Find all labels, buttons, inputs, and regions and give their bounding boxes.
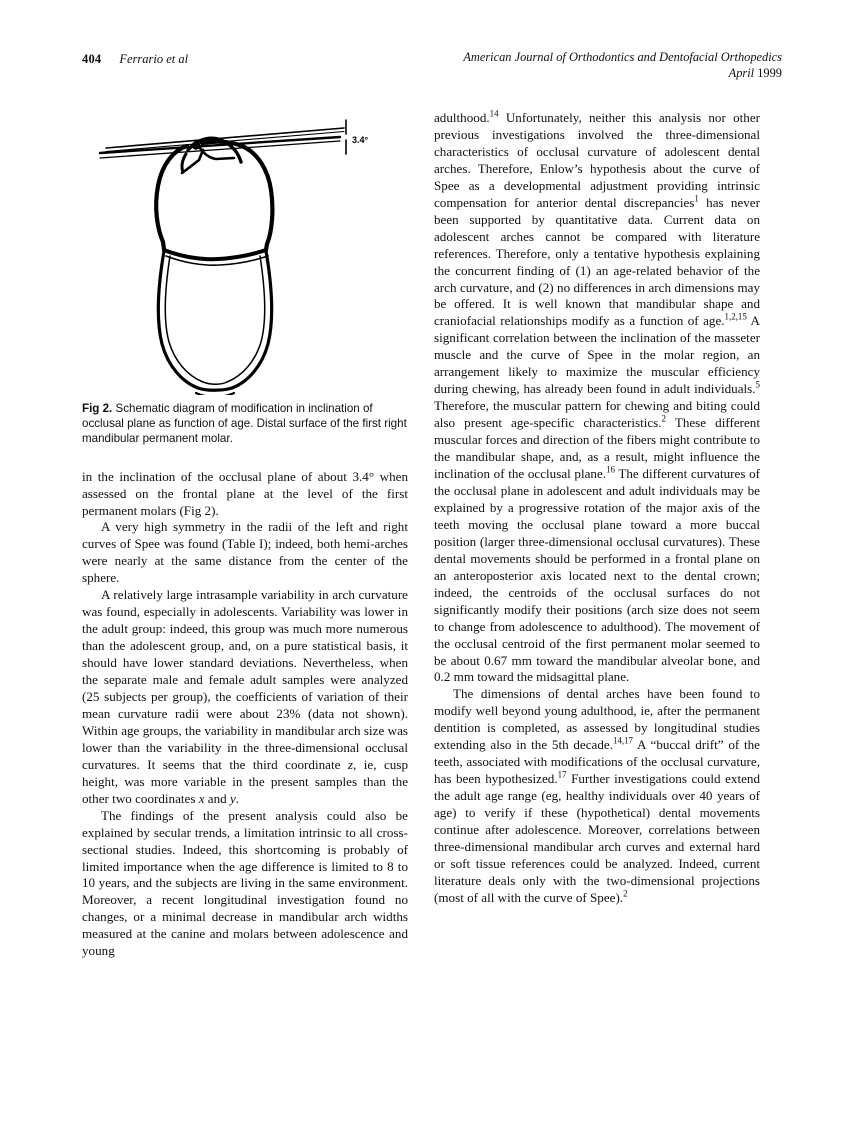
text-run: . [235, 790, 240, 806]
footnote-reference: 16 [606, 464, 615, 475]
issue-year: 1999 [757, 65, 782, 80]
text-run: and [204, 790, 230, 806]
text-run: Further investigations could extend the adult age range (eg, healthy individuals over 40 years of age) to verify if these (hypothetical) dental movements continue after adolescence. Moreover, correlations between three-dimensional mandibular arch curves and external hard or soft tissue references could be analyzed. Indeed, current literature deals only with the two-dimensional projections (most of all with the curve of Spee). [434, 771, 760, 905]
figure-2 [82, 110, 408, 469]
running-head [82, 50, 782, 90]
text-run: adulthood. [434, 110, 490, 125]
text-run: The findings of the present analysis could also be explained by secular trends, a limitation intrinsic to all cross-sectional studies. Indeed, this shortcoming is probably of limited importance when the age difference is limited to 8 to 10 years, and the subjects are living in the same environment. Moreover, a recent longitudinal investigation found no changes, or a minimal decrease in mandibular arch widths measured at the canine and molars between adolescence and young [82, 807, 408, 959]
figure-2-label: Fig 2. [82, 402, 113, 415]
paragraph [434, 686, 760, 906]
figure-2-artwork [82, 110, 408, 395]
footnote-reference: 14 [489, 108, 499, 119]
text-run: A very high symmetry in the radii of the left and right curves of Spee was found (Table I); indeed, both hemi-arches were nearly at the same distance from the center of the sphere. [82, 519, 408, 586]
left-column-body [82, 469, 408, 961]
footnote-reference: 17 [557, 769, 567, 780]
issue-date [463, 66, 782, 82]
page-number: 404 [82, 52, 102, 66]
text-run: A “buccal drift” of the teeth, associated with modifications of the occlusal curvature, has been hypothesized. [434, 737, 760, 787]
angle-annotation: 3.4° [352, 135, 369, 145]
paragraph [82, 587, 408, 807]
text-run: A significant correlation between the inclination of the masseter muscle and the curve of Spee in the molar region, an arrangement likely to maximize the muscular efficiency during chewing, has already been found in adult individuals. [434, 313, 760, 397]
journal-title: American Journal of Orthodontics and Dentofacial Orthopedics [463, 50, 782, 64]
running-head-authors: Ferrario et al [119, 52, 189, 66]
molar-schematic-svg [82, 110, 408, 395]
italic-variable: y [229, 790, 236, 806]
footnote-reference: 2 [661, 413, 666, 424]
right-column [434, 110, 760, 907]
text-run: Unfortunately, neither this analysis nor other previous investigations involved the three-dimensional characteristics of occlusal curvature of adolescent dental arches. Therefore, Enlow’s hypothesis about the curve of Spee as a developmental adjustment providing intrinsic compensation for anterior dental discrepancies [434, 110, 760, 210]
text-run: A relatively large intrasample variability in arch curvature was found, especially in adolescents. Variability was lower in the adult group: indeed, this group was much more numerous than the adolescent group, and, on a pure statistical basis, it should have lower standard deviations. Nevertheless, when the separate male and female adult samples were analyzed (25 subjects per group), the coefficients of variation of their mean curvature radii were about 23% (data not shown). Within age groups, the variability in mandibular arch size was lower than the variability in the three-dimensional occlusal curvatures. It seems that the third coordinate [82, 587, 408, 772]
footnote-reference: 1 [694, 193, 699, 204]
running-head-left [82, 50, 188, 68]
paragraph [82, 469, 408, 520]
issue-month: April [728, 65, 755, 80]
footnote-reference: 1,2,15 [724, 312, 747, 323]
running-head-right [463, 50, 782, 81]
italic-variable: z [347, 756, 353, 772]
footnote-reference: 5 [755, 379, 760, 390]
paragraph [82, 519, 408, 587]
text-run: , ie, cusp height, was more variable in the present samples than the other two coordinates [82, 756, 408, 806]
italic-variable: x [198, 790, 205, 806]
figure-caption-spacer [82, 447, 408, 469]
figure-2-caption-text: Schematic diagram of modification in inclination of occlusal plane as function of age. Distal surface of the first right mandibular permanent molar. [82, 402, 407, 446]
right-column-body [434, 110, 760, 907]
text-run: has never been supported by quantitative data. Current data on adolescent arches cannot be compared with literature references. Therefore, only a tentative hypothesis explaining the concurrent finding of (1) an age-related behavior of the arch curvature, and (2) no differences in arch dimensions may be offered. It is well known that mandibular shape and craniofacial relationships modify as a function of age. [434, 194, 760, 329]
paragraph [434, 110, 760, 686]
text-run: in the inclination of the occlusal plane of about 3.4° when assessed on the frontal plane at the level of the first permanent molars (Fig 2). [82, 468, 408, 518]
footnote-reference: 2 [623, 888, 628, 899]
text-run: The different curvatures of the occlusal plane in adolescent and adult individuals may be explained by a progressive rotation of the major axis of the teeth moving the occlusal plane toward a more buccal position (larger three-dimensional occlusal curvatures). These dental movements should be performed in a frontal plane on an anteroposterior axis located next to the dental crown; indeed, the centroids of the occlusal surfaces do not significantly modify their positions (arch size does not seem to change from adolescence to adulthood). The movement of the occlusal centroid of the first permanent molar seemed to be about 0.67 mm toward the mandibular alveolar bone, and 0.2 mm toward the midsagittal plane. [434, 466, 760, 685]
text-run: The dimensions of dental arches have been found to modify well beyond young adulthood, ie, after the permanent dentition is completed, as assessed by longitudinal studies extending also in the 5th decade. [434, 686, 760, 753]
figure-2-caption [82, 401, 408, 447]
paragraph [82, 808, 408, 961]
footnote-reference: 14,17 [613, 735, 634, 746]
left-column [82, 110, 408, 960]
text-run: Therefore, the muscular pattern for chewing and biting could also present age-specific characteristics. [434, 398, 760, 431]
text-run: These different muscular forces and direction of the fibers might contribute to the mandibular shape, and, as a result, might influence the inclination of the occlusal plane. [434, 415, 760, 482]
